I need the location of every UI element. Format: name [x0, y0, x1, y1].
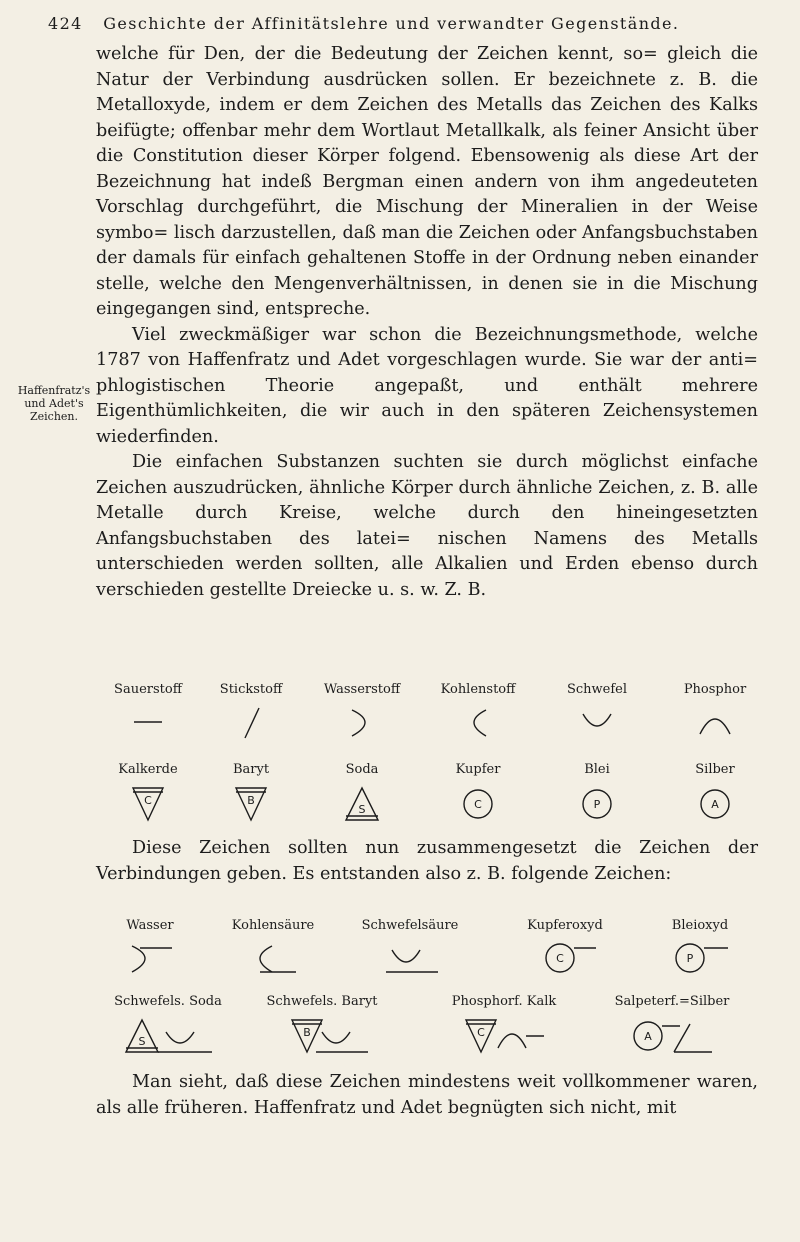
label-phosphorf-kalk: Phosphorf. Kalk [451, 994, 557, 1009]
label-schwefels-baryt: Schwefels. Baryt [266, 994, 378, 1009]
stickstoff-symbol [245, 708, 259, 738]
salpeterf-silber-symbol [634, 1022, 712, 1052]
svg-text:S: S [138, 1035, 146, 1048]
label-phosphor: Phosphor [683, 682, 747, 697]
kalkerde-symbol [133, 788, 163, 820]
svg-text:A: A [711, 798, 719, 811]
svg-text:C: C [477, 1026, 485, 1039]
label-wasser: Wasser [126, 918, 174, 933]
svg-text:A: A [644, 1030, 652, 1043]
symbols-elements [0, 700, 800, 750]
kupferoxyd-symbol [546, 944, 596, 972]
svg-text:S: S [358, 803, 366, 816]
label-soda: Soda [345, 762, 379, 777]
label-kupferoxyd: Kupferoxyd [527, 918, 603, 933]
wasser-symbol [132, 946, 172, 972]
kohlenstoff-symbol [474, 710, 486, 736]
paragraph-1: welche für Den, der die Bedeutung der Zeichen kennt, so= gleich die Natur der Verbindung ausdrücken sollen. Er bezeichnete z. B. die Metalloxyde, indem er dem Zeichen des Metalls das Zeichen des Kalks beifügte; offenbar mehr dem Wortlaut Metallkalk, als feiner Ansicht über die Constitution dieser Körper folgend. Ebensowenig als diese Art der Bezeichnung hat indeß Bergman einen andern von ihm angedeuteten Vorschlag durchgeführt, die Mischung der Mineralien in der Weise symbo= lisch darzustellen, daß man die Zeichen oder Anfangsbuchstaben der damals für einfach gehaltenen Stoffe in der Ordnung neben einander stelle, welche den Mengenverhältnissen, in denen sie in die Mischung eingegangen sind, entspreche. [96, 44, 758, 319]
label-kupfer: Kupfer [455, 762, 501, 777]
label-schwefels-soda: Schwefels. Soda [114, 994, 222, 1009]
svg-text:B: B [303, 1026, 311, 1039]
label-sauerstoff: Sauerstoff [114, 682, 182, 697]
bleioxyd-symbol [676, 944, 728, 972]
wasserstoff-symbol [352, 710, 365, 736]
symbols-salts [0, 1014, 800, 1064]
text-block-2 [96, 836, 758, 887]
margin-note: Haffenfratz's und Adet's Zeichen. [17, 384, 91, 423]
label-bleioxyd: Bleioxyd [671, 918, 729, 933]
label-wasserstoff: Wasserstoff [323, 682, 401, 697]
paragraph-4: Diese Zeichen sollten nun zusammengesetzt die Zeichen der Verbindungen geben. Es entstanden also z. B. folgende Zeichen: [96, 838, 758, 884]
svg-text:C: C [144, 794, 152, 807]
label-schwefelsaeure: Schwefelsäure [361, 918, 459, 933]
label-kohlensaeure: Kohlensäure [231, 918, 315, 933]
label-kalkerde: Kalkerde [118, 762, 178, 777]
svg-text:C: C [474, 798, 482, 811]
svg-text:C: C [556, 952, 564, 965]
schwefels-baryt-symbol [292, 1020, 368, 1052]
schwefels-soda-symbol [126, 1020, 212, 1052]
page-number: 424 [48, 14, 83, 33]
label-stickstoff: Stickstoff [219, 682, 283, 697]
text-block-1 [96, 42, 758, 603]
phosphorf-kalk-symbol [466, 1020, 544, 1052]
phosphor-symbol [700, 719, 730, 734]
soda-symbol [346, 788, 378, 820]
label-schwefel: Schwefel [566, 682, 628, 697]
paragraph-2: Viel zweckmäßiger war schon die Bezeichnungsmethode, welche 1787 von Haffenfratz und Adet vorgeschlagen wurde. Sie war der anti= phlogistischen Theorie angepaßt, und enthält mehrere Eigenthümlichkeiten, die wir auch in den späteren Zeichensystemen wiederfinden. [96, 324, 758, 447]
paragraph-5: Man sieht, daß diese Zeichen mindestens weit vollkommener waren, als alle früheren. Haffenfratz und Adet begnügten sich nicht, mit [96, 1072, 758, 1118]
symbols-earths-metals [0, 782, 800, 832]
svg-text:P: P [593, 798, 601, 811]
running-title: Geschichte der Affinitätslehre und verwandter Gegenstände. [103, 14, 680, 33]
kupfer-symbol [464, 790, 492, 818]
svg-text:B: B [247, 794, 255, 807]
label-blei: Blei [584, 762, 610, 777]
silber-symbol [701, 790, 729, 818]
label-kohlenstoff: Kohlenstoff [440, 682, 516, 697]
symbols-compounds [0, 936, 800, 986]
text-block-3 [96, 1070, 758, 1121]
baryt-symbol [236, 788, 266, 820]
page-header [48, 14, 758, 33]
label-baryt: Baryt [232, 762, 270, 777]
kohlensaeure-symbol [260, 946, 296, 972]
paragraph-3: Die einfachen Substanzen suchten sie durch möglichst einfache Zeichen auszudrücken, ähnliche Körper durch ähnliche Zeichen, z. B. alle Metalle durch Kreise, welche durch den hineingesetzten Anfangsbuchstaben des latei= nischen Namens des Metalls unterschieden werden sollten, alle Alkalien und Erden ebenso durch verschieden gestellte Dreiecke u. s. w. Z. B. [96, 452, 758, 600]
label-silber: Silber [695, 762, 735, 777]
blei-symbol [583, 790, 611, 818]
svg-text:P: P [686, 952, 694, 965]
schwefel-symbol [583, 714, 611, 726]
schwefelsaeure-symbol [386, 950, 438, 972]
label-salpeterf-silber: Salpeterf.=Silber [614, 994, 730, 1009]
